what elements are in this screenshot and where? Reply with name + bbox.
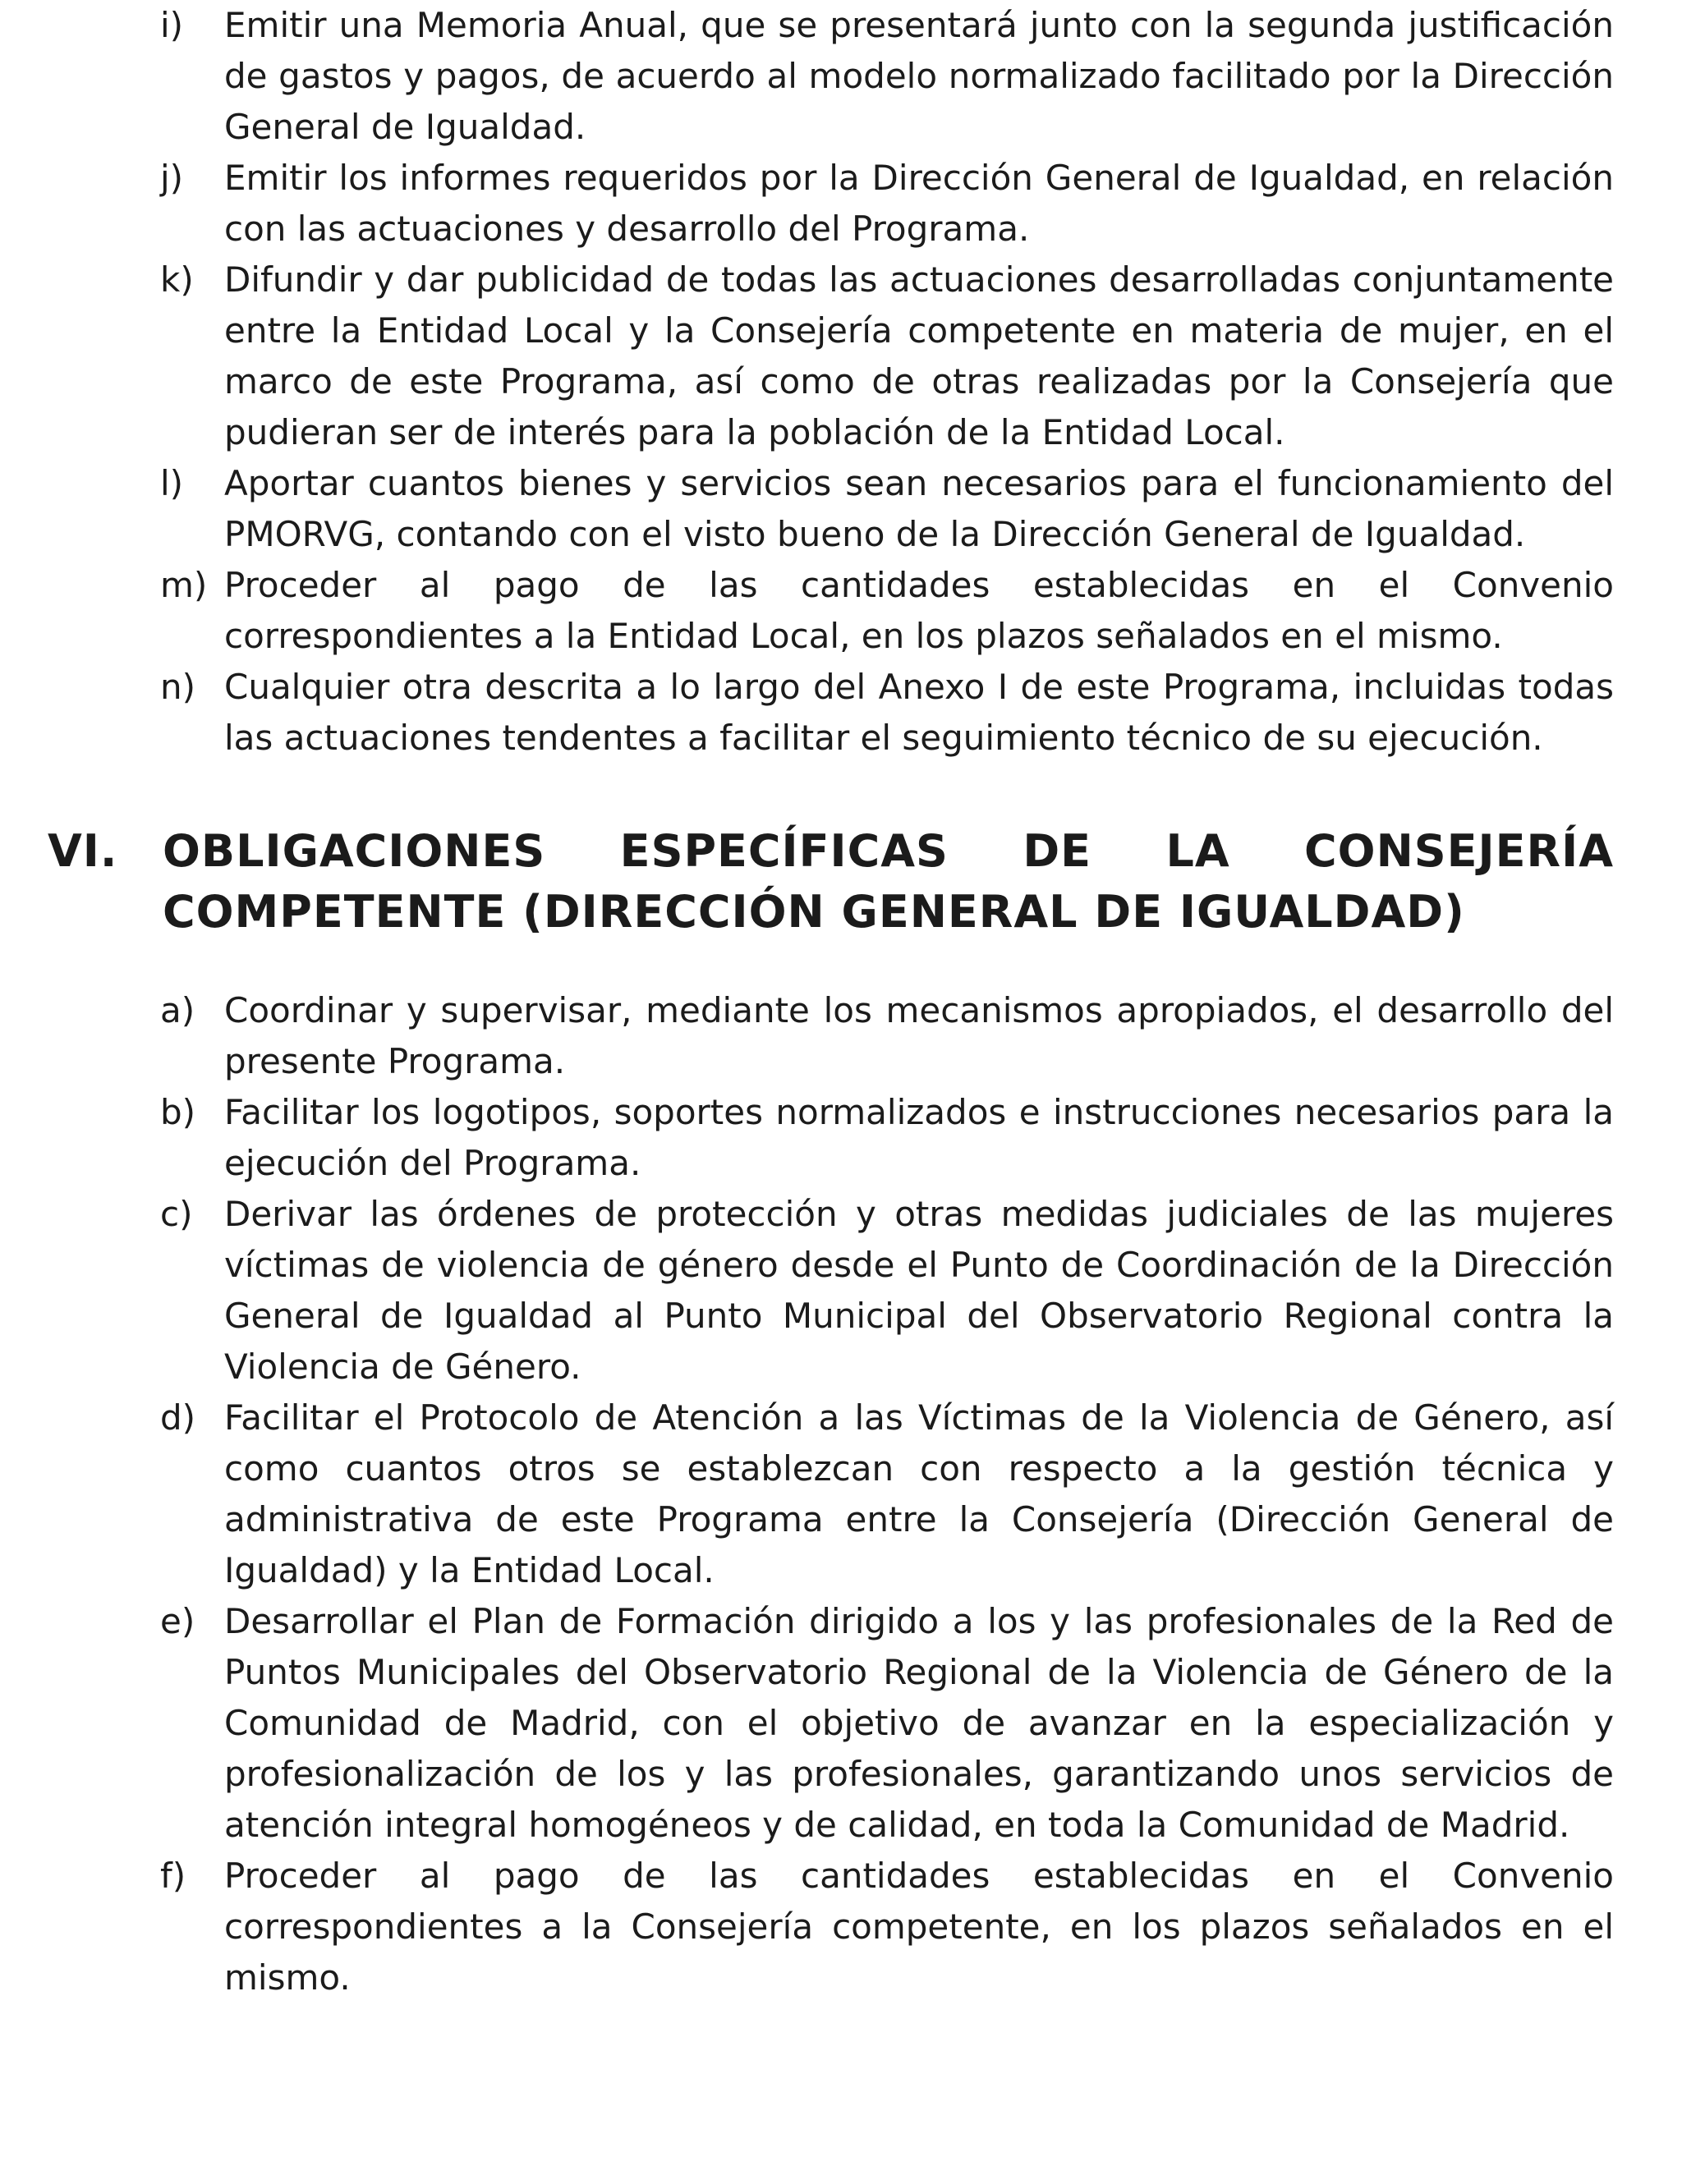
list-item: [160, 1087, 1614, 1189]
list-item-marker: l): [160, 463, 184, 503]
list-item: [160, 662, 1614, 764]
section-heading-vi: [48, 821, 1614, 943]
list-item: [160, 0, 1614, 153]
list-item-marker: c): [160, 1194, 193, 1234]
list-item-text: Emitir una Memoria Anual, que se presentará junto con la segunda justificación de gastos y pagos, de acuerdo al modelo normalizado facilitado por la Dirección General de Igualdad.: [224, 5, 1614, 147]
list-item-marker: j): [160, 158, 184, 198]
list-item-text: Aportar cuantos bienes y servicios sean necesarios para el funcionamiento del PMORVG, contando con el visto bueno de la Dirección General de Igualdad.: [224, 463, 1614, 554]
list-item-marker: d): [160, 1397, 196, 1438]
list-item-text: Proceder al pago de las cantidades establecidas en el Convenio correspondientes a la Consejería competente, en los plazos señalados en el mismo.: [224, 1856, 1614, 1998]
list-item: [160, 1596, 1614, 1851]
list-item-text: Proceder al pago de las cantidades establecidas en el Convenio correspondientes a la Entidad Local, en los plazos señalados en el mismo.: [224, 565, 1614, 656]
list-item: [160, 458, 1614, 560]
list-item-text: Emitir los informes requeridos por la Dirección General de Igualdad, en relación con las actuaciones y desarrollo del Programa.: [224, 158, 1614, 249]
list-item-marker: f): [160, 1856, 186, 1896]
list-item-text: Facilitar el Protocolo de Atención a las Víctimas de la Violencia de Género, así como cuantos otros se establezcan con respecto a la gestión técnica y administrativa de este Programa entre la Consejería (Dirección General de Igualdad) y la Entidad Local.: [224, 1397, 1614, 1590]
list-item: [160, 985, 1614, 1087]
list-item-marker: e): [160, 1601, 195, 1641]
obligations-list-consejeria: [160, 985, 1614, 2003]
list-item-text: Facilitar los logotipos, soportes normalizados e instrucciones necesarios para la ejecución del Programa.: [224, 1092, 1614, 1183]
list-item: [160, 560, 1614, 662]
list-item: [160, 1851, 1614, 2003]
obligations-list-entidad-local: [160, 0, 1614, 764]
list-item-marker: i): [160, 5, 184, 45]
list-item-text: Coordinar y supervisar, mediante los mecanismos apropiados, el desarrollo del presente Programa.: [224, 990, 1614, 1081]
list-item: [160, 153, 1614, 255]
list-item-marker: b): [160, 1092, 196, 1132]
list-item-text: Difundir y dar publicidad de todas las actuaciones desarrolladas conjuntamente entre la Entidad Local y la Consejería competente en materia de mujer, en el marco de este Programa, así como de otras realizadas por la Consejería que pudieran ser de interés para la población de la Entidad Local.: [224, 259, 1614, 452]
list-item-marker: n): [160, 667, 196, 707]
list-item-text: Derivar las órdenes de protección y otras medidas judiciales de las mujeres víctimas de violencia de género desde el Punto de Coordinación de la Dirección General de Igualdad al Punto Municipal del Observatorio Regional contra la Violencia de Género.: [224, 1194, 1614, 1387]
list-item: [160, 255, 1614, 458]
list-item-text: Cualquier otra descrita a lo largo del Anexo I de este Programa, incluidas todas las actuaciones tendentes a facilitar el seguimiento técnico de su ejecución.: [224, 667, 1614, 758]
list-item-marker: m): [160, 565, 208, 605]
list-item: [160, 1189, 1614, 1393]
list-item-marker: a): [160, 990, 195, 1030]
list-item: [160, 1393, 1614, 1596]
section-title: OBLIGACIONES ESPECÍFICAS DE LA CONSEJERÍA COMPETENTE (DIRECCIÓN GENERAL DE IGUALDAD): [163, 825, 1614, 938]
section-number: VI.: [48, 825, 118, 877]
list-item-marker: k): [160, 259, 194, 300]
list-item-text: Desarrollar el Plan de Formación dirigido a los y las profesionales de la Red de Puntos Municipales del Observatorio Regional de la Violencia de Género de la Comunidad de Madrid, con el objetivo de avanzar en la especialización y profesionalización de los y las profesionales, garantizando unos servicios de atención integral homogéneos y de calidad, en toda la Comunidad de Madrid.: [224, 1601, 1614, 1845]
